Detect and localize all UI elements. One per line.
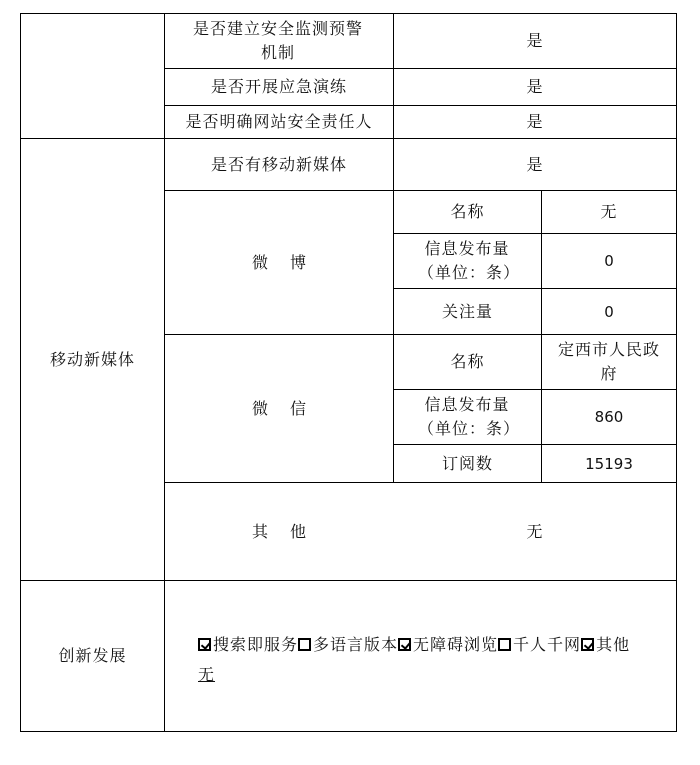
wechat-posts-label: 信息发布量（单位：条）: [418, 395, 521, 438]
weibo-posts-value: 0: [604, 252, 614, 270]
other-media-label: 其他: [251, 521, 328, 541]
option-label: 无障碍浏览: [413, 635, 499, 654]
checkbox-unchecked-icon[interactable]: [298, 638, 311, 651]
monitoring-warning-label: 是否建立安全监测预警机制: [192, 19, 363, 62]
option-multilingual[interactable]: [298, 635, 398, 654]
checkbox-checked-icon[interactable]: [581, 638, 594, 651]
checkbox-checked-icon[interactable]: [198, 638, 211, 651]
option-other[interactable]: [581, 635, 630, 654]
option-search-service[interactable]: [198, 635, 298, 654]
checkbox-unchecked-icon[interactable]: [498, 638, 511, 651]
monitoring-warning-value: 是: [526, 31, 544, 50]
mobile-media-section-label: 移动新媒体: [49, 349, 135, 369]
option-label: 千人千网: [513, 635, 582, 654]
wechat-label: 微信: [251, 398, 328, 418]
option-accessibility[interactable]: [398, 635, 498, 654]
weibo-name-label: 名称: [450, 202, 485, 221]
has-mobile-media-label: 是否有移动新媒体: [210, 154, 347, 174]
weibo-followers-label: 关注量: [441, 301, 493, 321]
weibo-followers-value: 0: [604, 302, 614, 321]
emergency-drill-label: 是否开展应急演练: [210, 77, 347, 96]
checkbox-checked-icon[interactable]: [398, 638, 411, 651]
has-mobile-media-value: 是: [526, 154, 544, 174]
weibo-posts-label: 信息发布量（单位：条）: [418, 239, 521, 282]
responsible-person-value: 是: [526, 112, 544, 131]
innovation-section-label: 创新发展: [58, 646, 127, 665]
weibo-name-value: 无: [600, 202, 618, 221]
wechat-subscribers-label: 订阅数: [441, 453, 493, 473]
weibo-label: 微博: [251, 252, 328, 272]
option-label: 搜索即服务: [213, 635, 299, 654]
other-media-value: 无: [526, 521, 544, 541]
wechat-name-value: 定西市人民政府: [558, 340, 661, 383]
option-personalized[interactable]: [498, 635, 581, 654]
option-label: 多语言版本: [313, 635, 399, 654]
wechat-name-label: 名称: [450, 352, 485, 371]
responsible-person-label: 是否明确网站安全责任人: [185, 112, 373, 131]
emergency-drill-value: 是: [526, 77, 544, 96]
wechat-subscribers-value: 15193: [585, 454, 633, 473]
option-label: 其他: [596, 635, 631, 654]
innovation-options: [198, 630, 673, 690]
rule-right: [676, 13, 677, 732]
rule-bottom: [20, 731, 677, 732]
innovation-other-value: 无: [198, 665, 216, 684]
wechat-posts-value: 860: [594, 408, 624, 426]
